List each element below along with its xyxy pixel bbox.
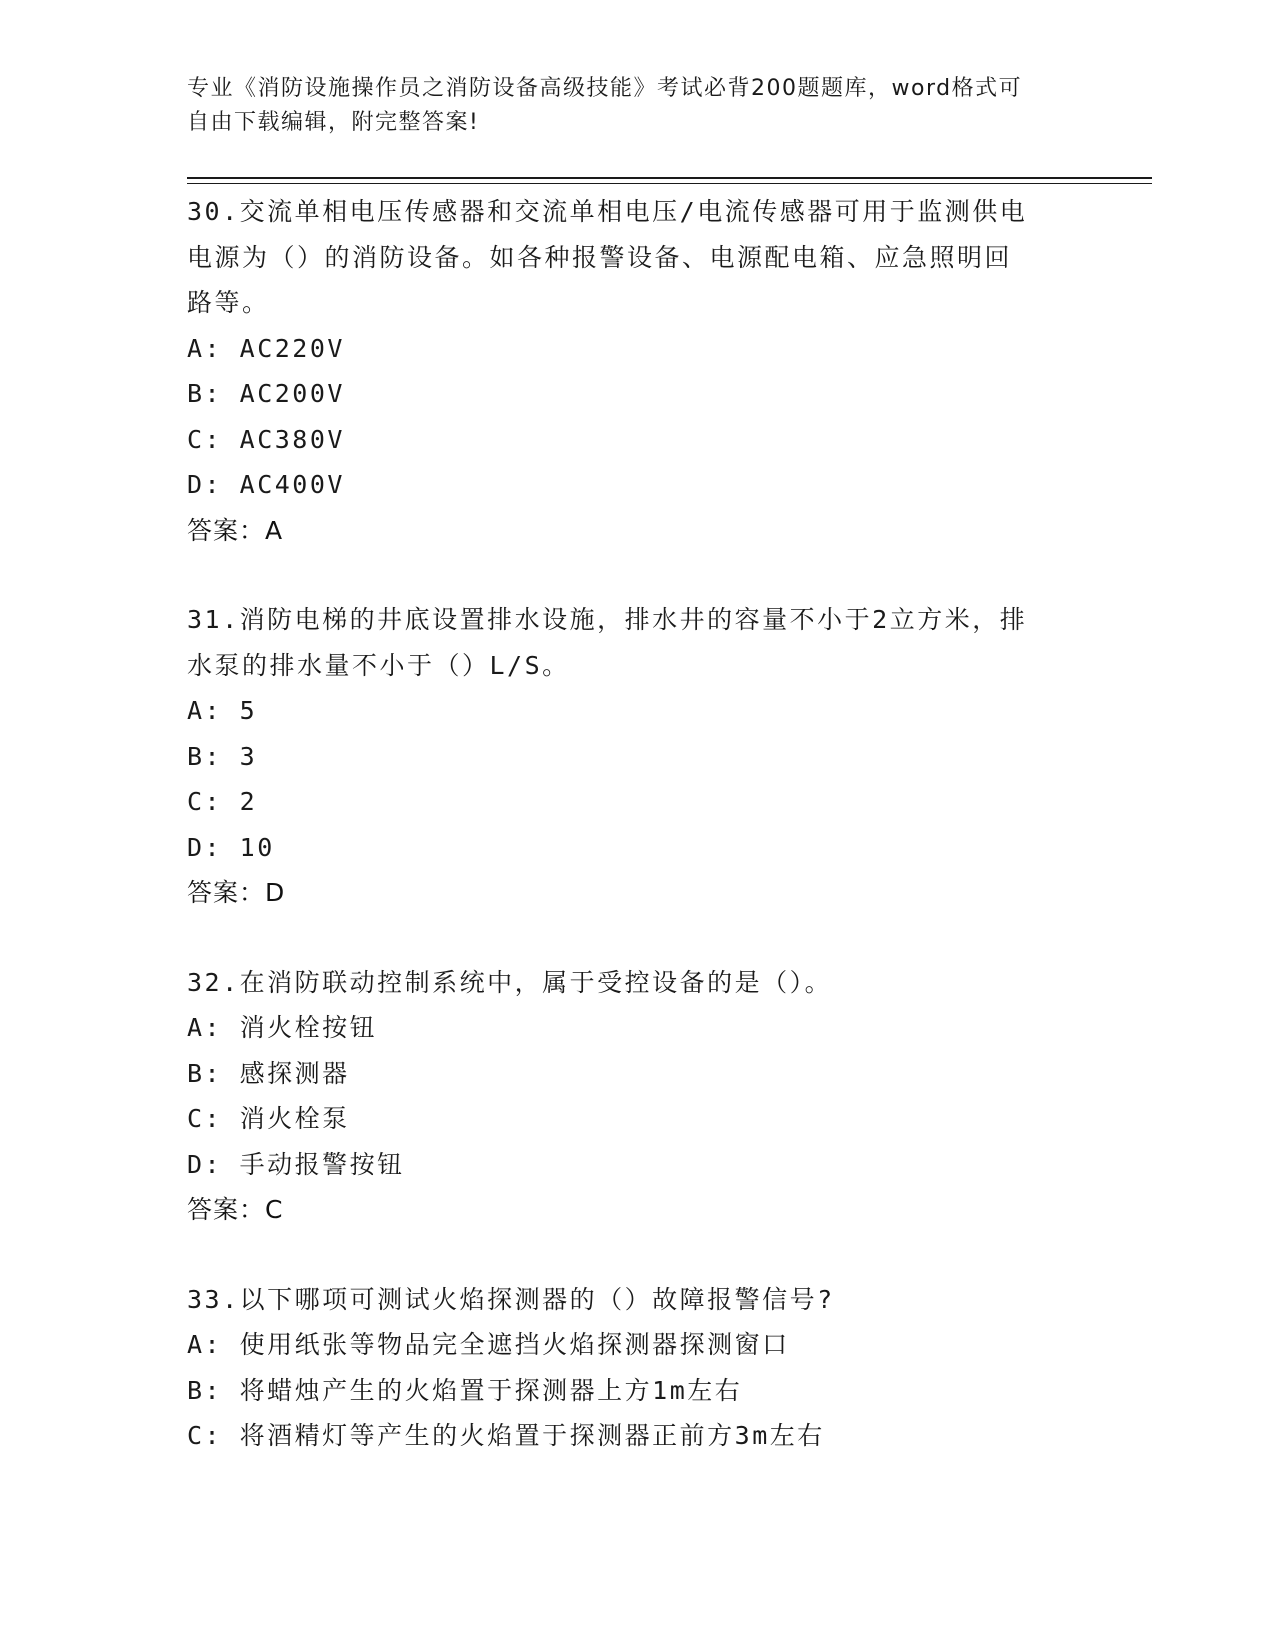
option-d: D: 手动报警按钮: [187, 1149, 405, 1179]
option-b: B: 将蜡烛产生的火焰置于探测器上方1m左右: [187, 1375, 743, 1405]
question-32: [187, 960, 1087, 1233]
question-stem-line: 33.以下哪项可测试火焰探测器的（）故障报警信号?: [187, 1284, 835, 1314]
header-divider-thin: [187, 183, 1152, 184]
option-a: A: 5: [187, 696, 258, 725]
option-c: C: 2: [187, 787, 258, 816]
question-30: [187, 189, 1087, 553]
question-stem-line: 路等。: [187, 288, 270, 317]
question-stem-line: 水泵的排水量不小于（）L/S。: [187, 650, 570, 680]
header-line-2: 自由下载编辑，附完整答案!: [187, 110, 480, 135]
option-a: A: AC220V: [187, 333, 345, 363]
question-stem-line: 31.消防电梯的井底设置排水设施，排水井的容量不小于2立方米，排: [187, 605, 1028, 634]
option-a: A: 消火栓按钮: [187, 1013, 378, 1042]
option-b: B: AC200V: [187, 379, 345, 408]
option-c: C: AC380V: [187, 424, 345, 454]
option-d: D: AC400V: [187, 470, 345, 499]
header-line-1: 专业《消防设施操作员之消防设备高级技能》考试必背200题题库，word格式可: [187, 76, 1023, 101]
option-a: A: 使用纸张等物品完全遮挡火焰探测器探测窗口: [187, 1330, 790, 1359]
option-c: C: 消火栓泵: [187, 1104, 350, 1133]
header-divider-thick: [187, 177, 1152, 179]
option-b: B: 感探测器: [187, 1058, 350, 1088]
answer-line: 答案：A: [187, 515, 284, 545]
option-b: B: 3: [187, 741, 258, 771]
answer-line: 答案：C: [187, 1195, 284, 1224]
document-header: [187, 72, 1067, 140]
question-33: [187, 1277, 1087, 1459]
answer-line: 答案：D: [187, 878, 286, 907]
option-c: C: 将酒精灯等产生的火焰置于探测器正前方3m左右: [187, 1421, 825, 1450]
question-list: [187, 189, 1087, 1503]
option-d: D: 10: [187, 832, 275, 862]
question-31: [187, 597, 1087, 916]
question-stem-line: 电源为（）的消防设备。如各种报警设备、电源配电箱、应急照明回: [187, 242, 1013, 272]
question-stem-line: 30.交流单相电压传感器和交流单相电压/电流传感器可用于监测供电: [187, 197, 1028, 226]
question-stem-line: 32.在消防联动控制系统中，属于受控设备的是（）。: [187, 967, 833, 997]
